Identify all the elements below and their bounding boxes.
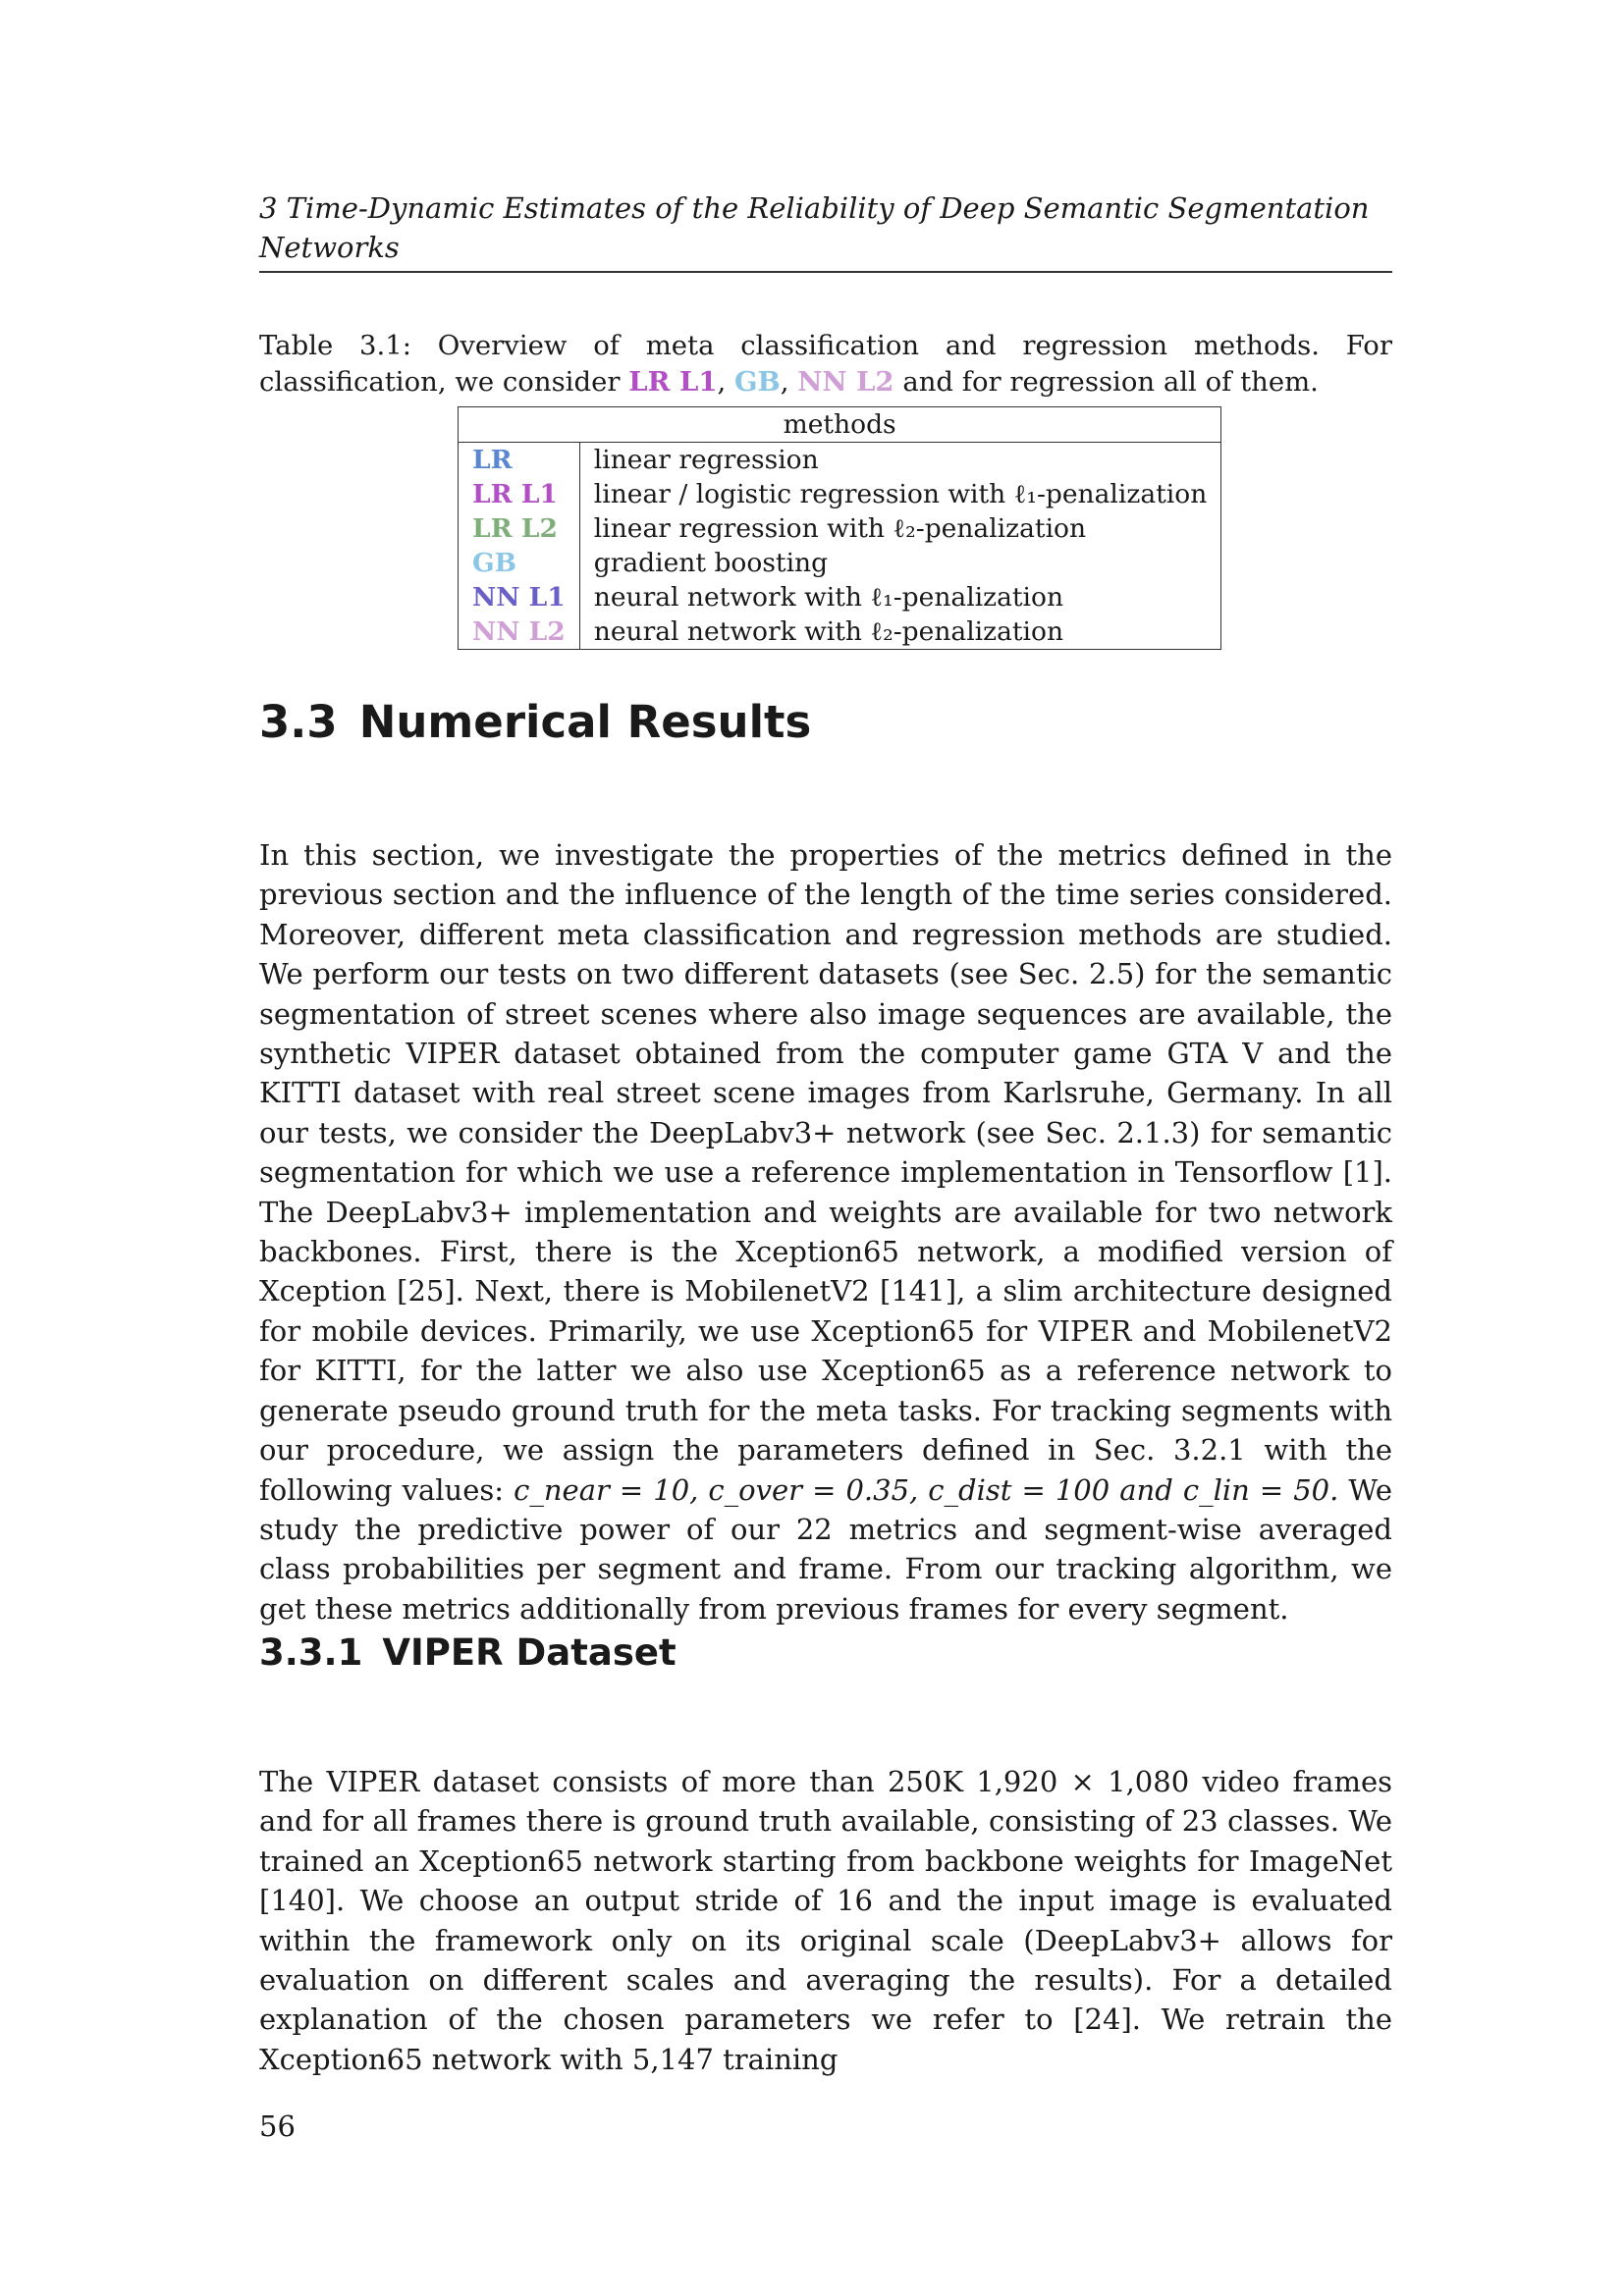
table-row: [459, 511, 1221, 546]
subsection-number: 3.3.1: [259, 1631, 363, 1674]
running-head: 3 Time-Dynamic Estimates of the Reliability of Deep Semantic Segmentation Networks: [259, 191, 1370, 264]
method-description: linear regression: [593, 445, 819, 475]
caption-suffix: and for regression all of them.: [902, 366, 1319, 398]
section-number: 3.3: [259, 696, 338, 748]
caption-keyword-lr-l1: LR L1: [628, 366, 718, 398]
body-paragraph: [259, 835, 1392, 1629]
section-title: Numerical Results: [358, 696, 812, 748]
method-abbr: LR: [459, 443, 580, 478]
method-description: neural network with ℓ₂-penalization: [593, 616, 1064, 647]
methods-table-header: methods: [459, 407, 1221, 443]
caption-keyword-gb: GB: [734, 366, 781, 398]
paragraph-text: In this section, we investigate the properties of the metrics defined in the previous section and the influence of the length of the time series considered. Moreover, different meta classification and regression methods are studied. We perform our tests on two different datasets (see Sec. 2.5) for the semantic segmentation of street scenes where also image sequences are available, the synthetic VIPER dataset obtained from the computer game GTA V and the KITTI dataset with real street scene images from Karlsruhe, Germany. In all our tests, we consider the DeepLabv3+ network (see Sec. 2.1.3) for semantic segmentation for which we use a reference implementation in Tensorflow [1]. The DeepLabv3+ implementation and weights are available for two network backbones. First, there is the Xception65 network, a modified version of Xception [25]. Next, there is MobilenetV2 [141], a slim architecture designed for mobile devices. Primarily, we use Xception65 for VIPER and MobilenetV2 for KITTI, for the latter we also use Xception65 as a reference network to generate pseudo ground truth for the meta tasks. For tracking segments with our procedure, we assign the parameters defined in Sec. 3.2.1 with the following values:: [259, 838, 1392, 1507]
methods-table: [458, 406, 1221, 650]
parameter-values: c_near = 10, c_over = 0.35, c_dist = 100 and c_lin = 50.: [514, 1472, 1339, 1507]
method-abbr: GB: [459, 546, 580, 580]
table-row: [459, 443, 1221, 478]
method-description: linear / logistic regression with ℓ₁-penalization: [593, 479, 1208, 509]
table-row: [459, 614, 1221, 650]
subsection-title: VIPER Dataset: [382, 1631, 677, 1674]
method-description: linear regression with ℓ₂-penalization: [593, 513, 1087, 544]
method-abbr: NN L2: [459, 614, 580, 650]
header-rule: [259, 271, 1392, 273]
method-abbr: LR L1: [459, 477, 580, 511]
caption-sep: ,: [717, 366, 727, 398]
section-heading: [259, 693, 811, 752]
table-row: [459, 477, 1221, 511]
caption-prefix: Table 3.1: Overview of meta classification and regression methods. For classification, we consider: [259, 330, 1392, 398]
subsection-heading: [259, 1629, 677, 1678]
method-description: neural network with ℓ₁-penalization: [593, 582, 1064, 613]
table-row: [459, 580, 1221, 614]
caption-keyword-nn-l2: NN L2: [797, 366, 894, 398]
table-row: [459, 546, 1221, 580]
page-number: 56: [259, 2109, 296, 2143]
body-paragraph: The VIPER dataset consists of more than 250K 1,920 × 1,080 video frames and for all frames there is ground truth available, consisting of 23 classes. We trained an Xception65 network starting from backbone weights for ImageNet [140]. We choose an output stride of 16 and the input image is evaluated within the framework only on its original scale (DeepLabv3+ allows for evaluation on different scales and averaging the results). For a detailed explanation of the chosen parameters we refer to [24]. We retrain the Xception65 network with 5,147 training: [259, 1765, 1392, 2076]
caption-sep: ,: [780, 366, 789, 398]
table-caption: [259, 328, 1392, 400]
method-abbr: NN L1: [459, 580, 580, 614]
paragraph-text: We study the predictive power of our 22 metrics and segment-wise averaged class probabilities per segment and frame. From our tracking algorithm, we get these metrics additionally from previous frames for every segment.: [259, 1472, 1393, 1626]
method-description: gradient boosting: [593, 548, 829, 578]
method-abbr: LR L2: [459, 511, 580, 546]
